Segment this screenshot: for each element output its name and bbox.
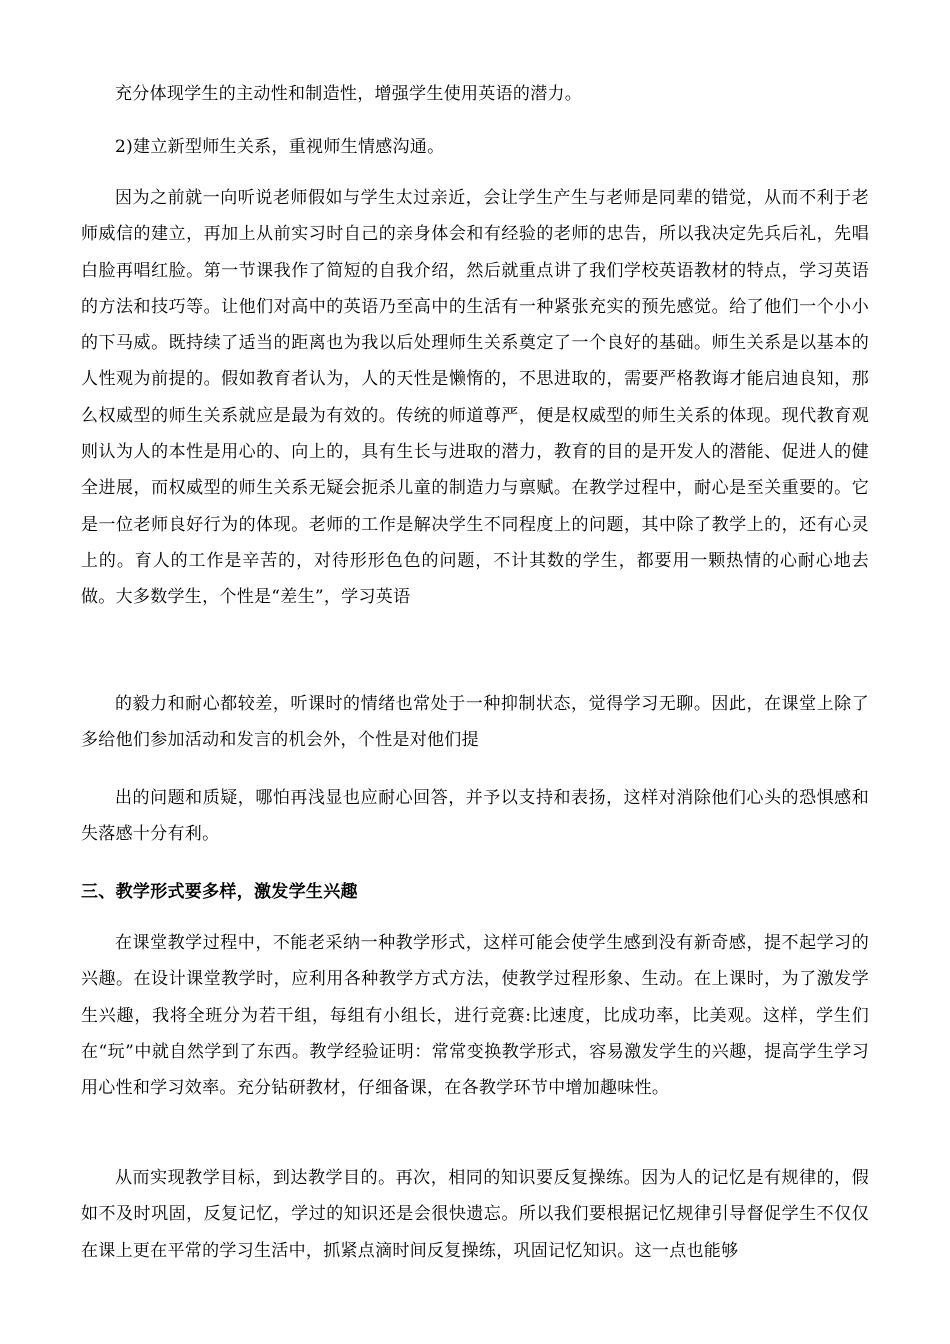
paragraph-teacher-authority: 因为之前就一向听说老师假如与学生太过亲近，会让学生产生与老师是同辈的错觉，从而不利于老师威信的建立，再加上从前实习时自己的亲身体会和有经验的老师的忠告，所以我决定先兵后礼，先唱白脸再唱红脸。第一节课我作了简短的自我介绍，然后就重点讲了我们学校英语教材的特点，学习英语的方法和技巧等。让他们对高中的英语乃至高中的生活有一种紧张充实的预先感觉。给了他们一个小小的下马威。既持续了适当的距离也为我以后处理师生关系奠定了一个良好的基础。师生关系是以基本的人性观为前提的。假如教育者认为，人的天性是懒惰的，不思进取的，需要严格教诲才能启迪良知，那么权威型的师生关系就应是最为有效的。传统的师道尊严，便是权威型的师生关系的体现。现代教育观则认为人的本性是用心的、向上的，具有生长与进取的潜力，教育的目的是开发人的潜能、促进人的健全进展，而权威型的师生关系无疑会扼杀儿童的制造力与禀赋。在教学过程中，耐心是至关重要的。它是一位老师良好行为的体现。老师的工作是解决学生不同程度上的问题，其中除了教学上的，还有心灵上的。育人的工作是辛苦的，对待形形色色的问题，不计其数的学生，都要用一颗热情的心耐心地去做。大多数学生，个性是“差生”，学习英语 (81, 188, 869, 608)
paragraph-repeated-practice: 从而实现教学目标，到达教学目的。再次，相同的知识要反复操练。因为人的记忆是有规律的，假如不及时巩固，反复记忆，学过的知识还是会很快遗忘。所以我们要根据记忆规律引导督促学生不仅仅在课上更在平常的学习生活中，抓紧点滴时间反复操练，巩固记忆知识。这一点也能够 (81, 1168, 869, 1261)
paragraph-teacher-student-relationship-point: 2)建立新型师生关系，重视师生情感沟通。 (115, 137, 445, 157)
paragraph-varied-teaching-forms: 在课堂教学过程中，不能老采纳一种教学形式，这样可能会使学生感到没有新奇感，提不起学习的兴趣。在设计课堂教学时，应利用各种教学方式方法，使教学过程形象、生动。在上课时，为了激发学生兴趣，我将全班分为若干组，每组有小组长，进行竞赛:比速度，比成功率，比美观。这样，学生们在“玩”中就自然学到了东西。教学经验证明：常常变换教学形式，容易激发学生的兴趣，提高学生学习用心性和学习效率。充分钻研教材，仔细备课，在各教学环节中增加趣味性。 (81, 933, 869, 1099)
paragraph-continuation: 充分体现学生的主动性和制造性，增强学生使用英语的潜力。 (115, 84, 583, 104)
section-heading-teaching-forms: 三、教学形式要多样，激发学生兴趣 (81, 882, 358, 902)
paragraph-answering-questions: 出的问题和质疑，哪怕再浅显也应耐心回答，并予以支持和表扬，这样对消除他们心头的恐惧感和失落感十分有利。 (81, 788, 869, 845)
paragraph-patience-weak-students: 的毅力和耐心都较差，听课时的情绪也常处于一种抑制状态，觉得学习无聊。因此，在课堂上除了多给他们参加活动和发言的机会外，个性是对他们提 (81, 694, 869, 751)
